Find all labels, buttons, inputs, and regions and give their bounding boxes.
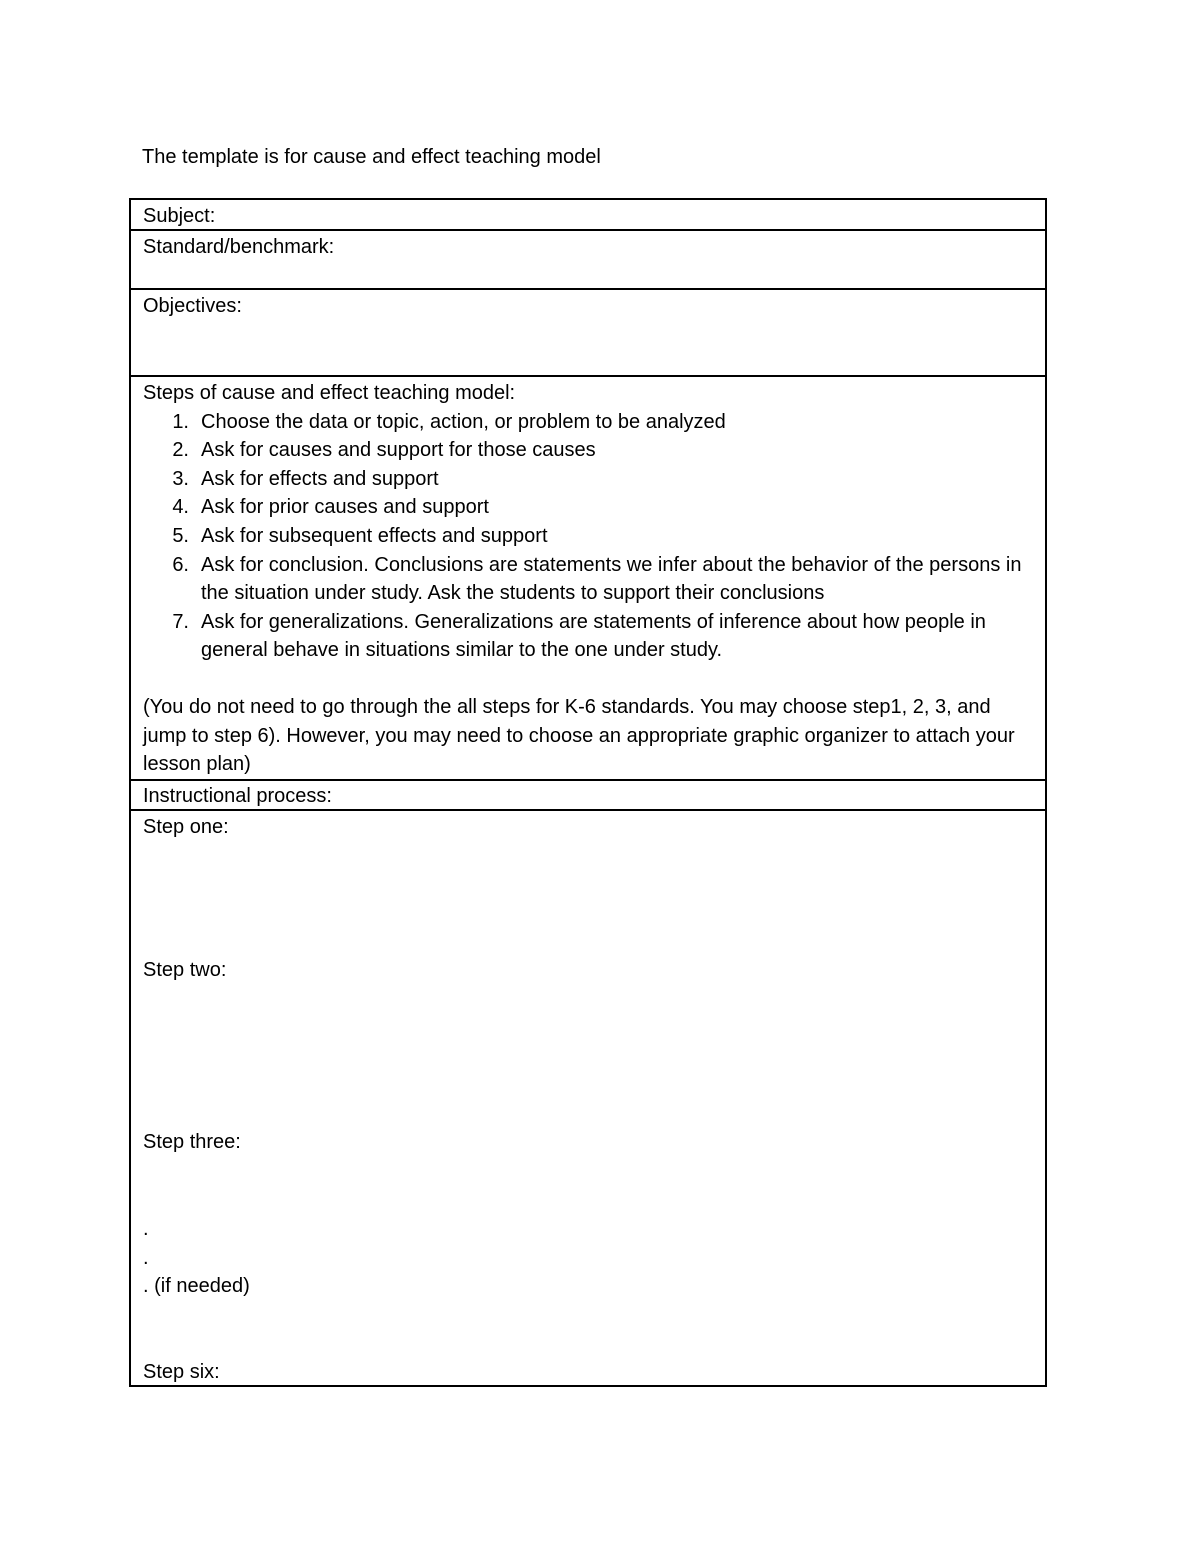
step-one-label: Step one:	[143, 816, 229, 838]
subject-row	[131, 200, 1045, 229]
steps-row	[131, 375, 1045, 779]
step-text: Choose the data or topic, action, or problem to be analyzed	[201, 410, 726, 433]
standard-label: Standard/benchmark:	[143, 236, 335, 258]
step-text: Ask for subsequent effects and support	[201, 524, 548, 547]
step-number: 5.	[172, 524, 189, 547]
step-text: Ask for effects and support	[201, 467, 439, 490]
list-item	[143, 493, 1035, 522]
list-item	[143, 465, 1035, 494]
list-item	[143, 608, 1035, 665]
instructional-label: Instructional process:	[143, 785, 332, 807]
step-number: 4.	[172, 496, 189, 519]
ellipsis-dot: .	[143, 1218, 149, 1240]
steps-list	[143, 408, 1035, 665]
list-item	[143, 436, 1035, 465]
step-number: 7.	[172, 610, 189, 633]
step-number: 6.	[172, 553, 189, 576]
list-item	[143, 551, 1035, 608]
objectives-label: Objectives:	[143, 295, 242, 317]
step-text: Ask for causes and support for those causes	[201, 439, 596, 462]
subject-label: Subject:	[143, 205, 216, 227]
page-title: The template is for cause and effect teaching model	[142, 146, 601, 168]
list-item	[143, 522, 1035, 551]
steps-heading: Steps of cause and effect teaching model:	[143, 382, 516, 404]
objectives-row	[131, 288, 1045, 375]
step-two-label: Step two:	[143, 959, 227, 981]
step-number: 2.	[172, 439, 189, 462]
step-number: 3.	[172, 467, 189, 490]
if-needed-label: . (if needed)	[143, 1275, 250, 1297]
list-item	[143, 408, 1035, 437]
step-text: Ask for conclusion. Conclusions are statements we infer about the behavior of the persons in the situation under study. Ask the students to support their conclusions	[201, 553, 1022, 605]
step-six-label: Step six:	[143, 1361, 220, 1383]
lesson-plan-table	[129, 198, 1047, 1387]
step-text: Ask for generalizations. Generalizations are statements of inference about how people in general behave in situations similar to the one under study.	[201, 610, 986, 662]
steps-note: (You do not need to go through the all steps for K-6 standards. You may choose step1, 2, 3, and jump to step 6). However, you may need to choose an appropriate graphic organizer to attach your lesson plan)	[143, 695, 1015, 776]
process-row	[131, 809, 1045, 1385]
step-three-label: Step three:	[143, 1131, 241, 1153]
ellipsis-dot: .	[143, 1247, 149, 1269]
step-number: 1.	[172, 410, 189, 433]
standard-row	[131, 229, 1045, 288]
instructional-row	[131, 779, 1045, 809]
step-text: Ask for prior causes and support	[201, 496, 489, 519]
